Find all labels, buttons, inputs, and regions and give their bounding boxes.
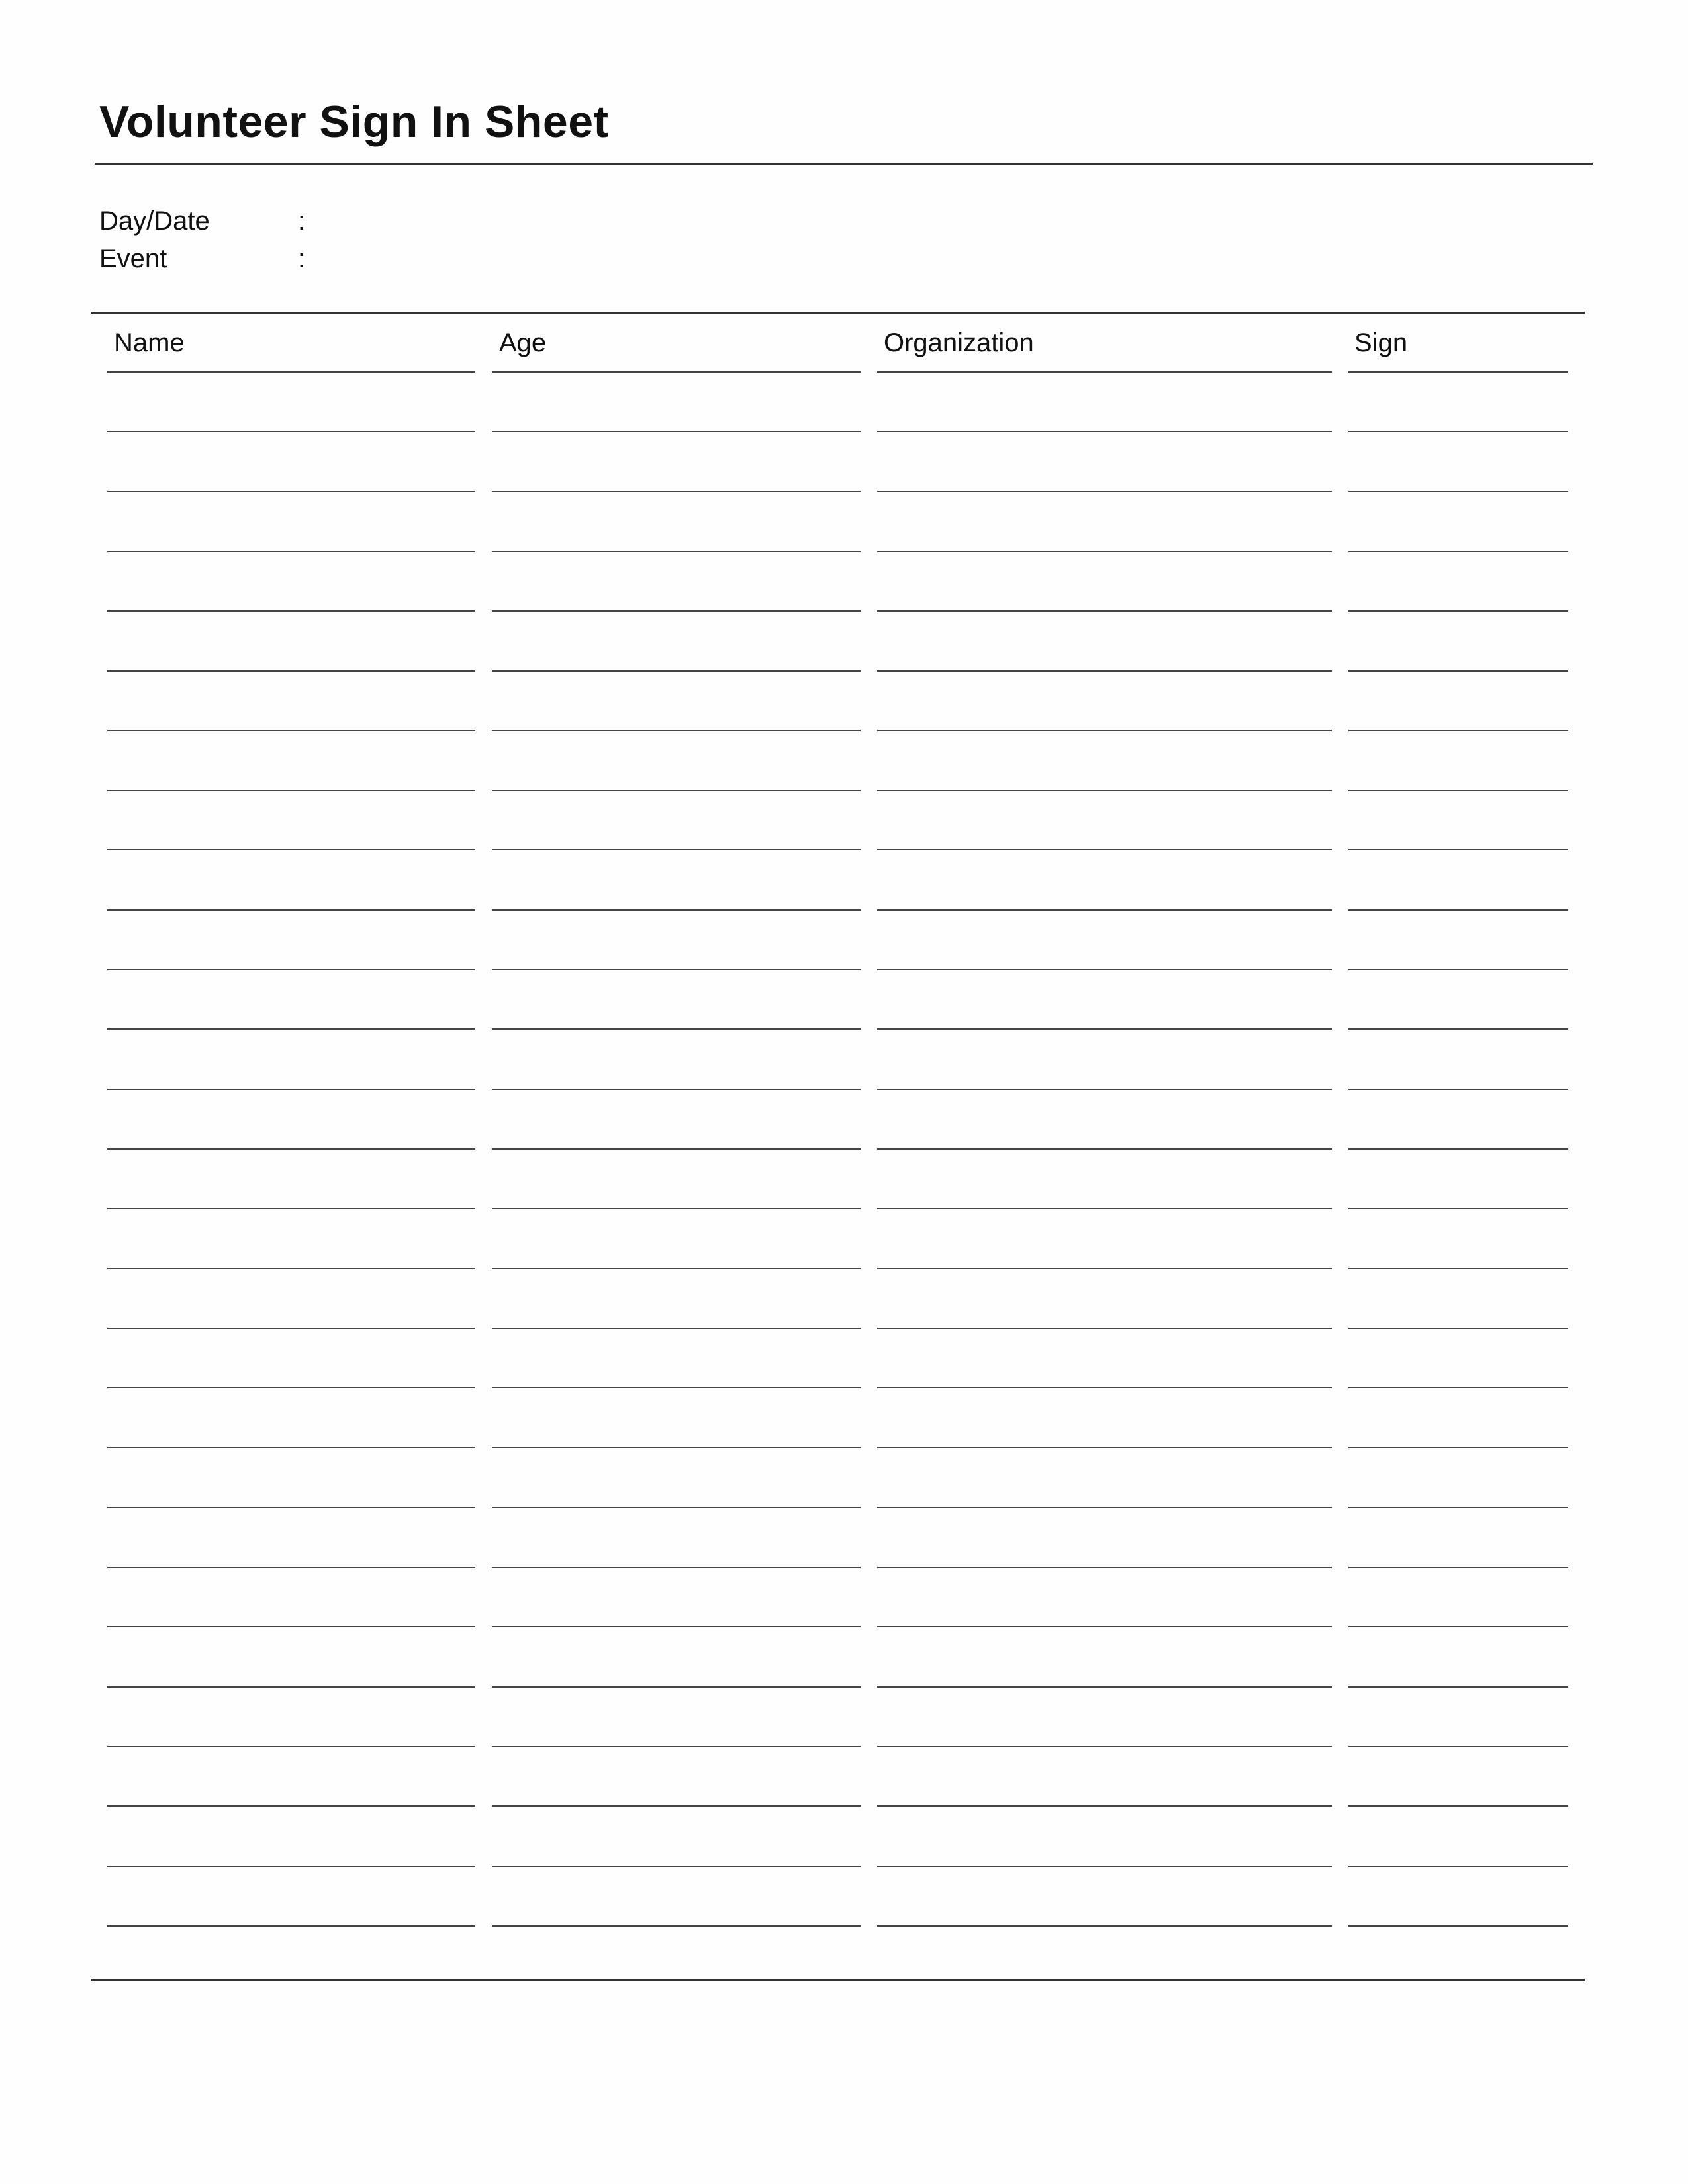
name-write-line (107, 790, 475, 791)
name-write-line (107, 1328, 475, 1329)
organization-write-line (877, 1866, 1332, 1867)
sign-write-line (1348, 1567, 1568, 1568)
age-write-line (492, 371, 861, 373)
age-write-line (492, 1028, 861, 1030)
sign-write-line (1348, 790, 1568, 791)
age-write-line (492, 1148, 861, 1150)
name-write-line (107, 551, 475, 552)
name-write-line (107, 849, 475, 850)
name-write-line (107, 1268, 475, 1269)
name-write-line (107, 431, 475, 432)
table-top-divider (91, 312, 1585, 314)
name-write-line (107, 969, 475, 970)
organization-write-line (877, 730, 1332, 731)
age-write-line (492, 1626, 861, 1627)
name-write-line (107, 1925, 475, 1927)
event-label: Event (99, 244, 167, 273)
sign-write-line (1348, 1208, 1568, 1209)
column-header-sign: Sign (1354, 328, 1408, 357)
age-write-line (492, 969, 861, 970)
sign-write-line (1348, 1148, 1568, 1150)
age-write-line (492, 1925, 861, 1927)
event-colon: : (298, 244, 306, 273)
organization-write-line (877, 1148, 1332, 1150)
organization-write-line (877, 1089, 1332, 1090)
organization-write-line (877, 1447, 1332, 1448)
name-write-line (107, 371, 475, 373)
age-write-line (492, 1686, 861, 1688)
sign-write-line (1348, 1507, 1568, 1508)
sign-write-line (1348, 1089, 1568, 1090)
age-write-line (492, 1387, 861, 1388)
age-write-line (492, 849, 861, 850)
sign-write-line (1348, 371, 1568, 373)
age-write-line (492, 730, 861, 731)
organization-write-line (877, 909, 1332, 911)
organization-write-line (877, 1328, 1332, 1329)
age-write-line (492, 1866, 861, 1867)
organization-write-line (877, 1686, 1332, 1688)
organization-write-line (877, 610, 1332, 612)
sign-write-line (1348, 670, 1568, 672)
sign-write-line (1348, 1447, 1568, 1448)
name-write-line (107, 1447, 475, 1448)
age-write-line (492, 551, 861, 552)
name-write-line (107, 1746, 475, 1747)
name-write-line (107, 1028, 475, 1030)
organization-write-line (877, 1268, 1332, 1269)
name-write-line (107, 1148, 475, 1150)
name-write-line (107, 1567, 475, 1568)
age-write-line (492, 491, 861, 492)
sign-write-line (1348, 1268, 1568, 1269)
organization-write-line (877, 1567, 1332, 1568)
age-write-line (492, 909, 861, 911)
page-title: Volunteer Sign In Sheet (99, 97, 609, 147)
name-write-line (107, 1686, 475, 1688)
name-write-line (107, 670, 475, 672)
sign-write-line (1348, 1686, 1568, 1688)
sign-write-line (1348, 1387, 1568, 1388)
organization-write-line (877, 1626, 1332, 1627)
name-write-line (107, 491, 475, 492)
sign-write-line (1348, 1866, 1568, 1867)
name-write-line (107, 730, 475, 731)
name-write-line (107, 610, 475, 612)
sign-write-line (1348, 909, 1568, 911)
age-write-line (492, 1208, 861, 1209)
title-divider (95, 163, 1593, 165)
name-write-line (107, 909, 475, 911)
sign-write-line (1348, 1805, 1568, 1807)
name-write-line (107, 1626, 475, 1627)
day-date-colon: : (298, 206, 306, 236)
column-header-organization: Organization (884, 328, 1034, 357)
organization-write-line (877, 551, 1332, 552)
age-write-line (492, 1805, 861, 1807)
organization-write-line (877, 1387, 1332, 1388)
sign-write-line (1348, 730, 1568, 731)
day-date-label: Day/Date (99, 206, 210, 236)
name-write-line (107, 1507, 475, 1508)
organization-write-line (877, 849, 1332, 850)
organization-write-line (877, 1746, 1332, 1747)
organization-write-line (877, 1805, 1332, 1807)
age-write-line (492, 1328, 861, 1329)
organization-write-line (877, 371, 1332, 373)
age-write-line (492, 1746, 861, 1747)
sign-write-line (1348, 1746, 1568, 1747)
sign-write-line (1348, 849, 1568, 850)
organization-write-line (877, 1925, 1332, 1927)
sign-write-line (1348, 431, 1568, 432)
column-header-name: Name (114, 328, 185, 357)
age-write-line (492, 1089, 861, 1090)
organization-write-line (877, 790, 1332, 791)
organization-write-line (877, 1028, 1332, 1030)
organization-write-line (877, 1208, 1332, 1209)
age-write-line (492, 790, 861, 791)
sign-write-line (1348, 1328, 1568, 1329)
name-write-line (107, 1089, 475, 1090)
age-write-line (492, 670, 861, 672)
sign-write-line (1348, 1925, 1568, 1927)
sign-write-line (1348, 1028, 1568, 1030)
age-write-line (492, 1268, 861, 1269)
name-write-line (107, 1866, 475, 1867)
sign-write-line (1348, 969, 1568, 970)
column-header-age: Age (499, 328, 547, 357)
sign-write-line (1348, 551, 1568, 552)
name-write-line (107, 1208, 475, 1209)
sign-write-line (1348, 491, 1568, 492)
sign-write-line (1348, 610, 1568, 612)
name-write-line (107, 1805, 475, 1807)
age-write-line (492, 610, 861, 612)
age-write-line (492, 1447, 861, 1448)
age-write-line (492, 431, 861, 432)
organization-write-line (877, 969, 1332, 970)
organization-write-line (877, 1507, 1332, 1508)
organization-write-line (877, 491, 1332, 492)
organization-write-line (877, 431, 1332, 432)
name-write-line (107, 1387, 475, 1388)
sign-write-line (1348, 1626, 1568, 1627)
table-bottom-divider (91, 1979, 1585, 1981)
age-write-line (492, 1507, 861, 1508)
organization-write-line (877, 670, 1332, 672)
age-write-line (492, 1567, 861, 1568)
